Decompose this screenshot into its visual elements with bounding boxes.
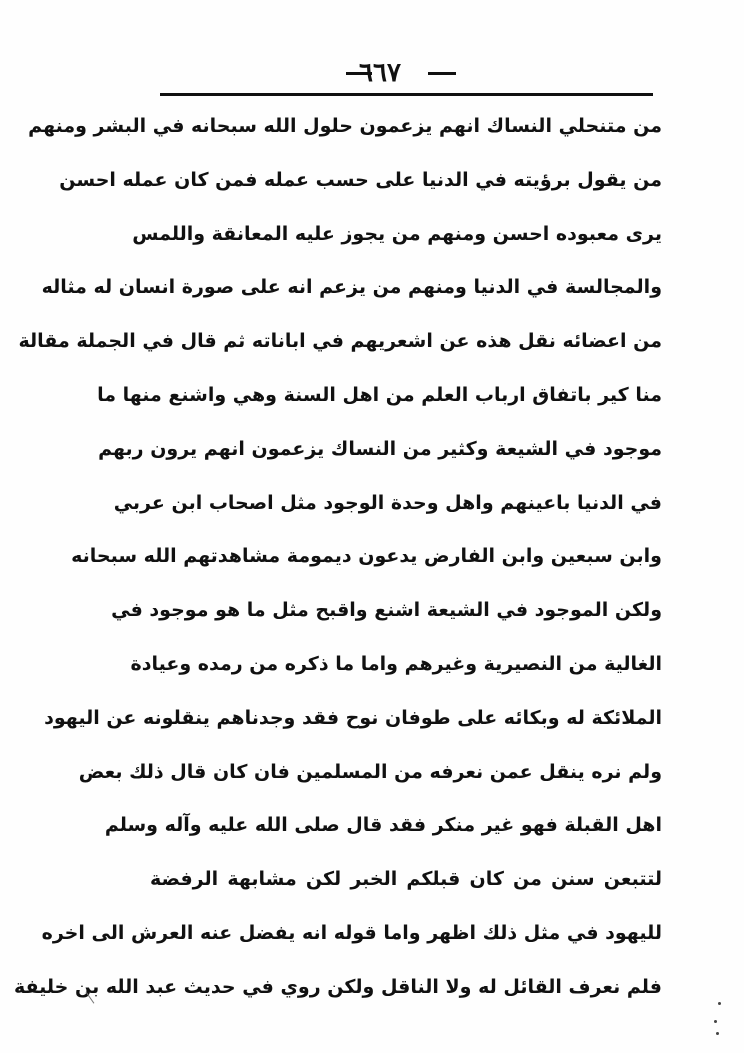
text-line: يرى معبوده احسن ومنهم من يجوز عليه المعانقة واللمس [132, 222, 662, 245]
text-line: من يقول برؤيته في الدنيا على حسب عمله فمن كان عمله احسن [59, 168, 662, 191]
text-line: من متنحلي النساك انهم يزعمون حلول الله سبحانه في البشر ومنهم [28, 115, 662, 137]
text-line: لتتبعن سنن من كان قبلكم الخبر لكن مشابهة الرفضة [150, 868, 662, 891]
text-line: موجود في الشيعة وكثير من النساك يزعمون انهم يرون ربهم [98, 437, 662, 460]
page-number: ٦٦٧ [359, 58, 401, 88]
text-line: ولكن الموجود في الشيعة اشنع واقبح مثل ما هو موجود في [111, 599, 662, 622]
text-line: الغالية من النصيرية وغيرهم واما ما ذكره من رمده وعيادة [130, 652, 662, 675]
text-line: من اعضائه نقل هذه عن اشعريهم في اباناته ثم قال في الجملة مقالة [18, 330, 662, 353]
body-text [13, 100, 662, 1015]
text-line: ولم نره ينقل عمن نعرفه من المسلمين فان كان قال ذلك بعض [78, 760, 662, 783]
text-line: لليهود في مثل ذلك اظهر واما قوله انه يفضل عنه العرش الى اخره [41, 921, 662, 944]
header-rule [160, 93, 653, 96]
scan-speck [716, 1032, 719, 1035]
text-line: فلم نعرف القائل له ولا الناقل ولكن روي في حديث عبد الله بن خليفة [13, 975, 662, 998]
header-dash-right [428, 72, 456, 75]
text-line: اهل القبلة فهو غير منكر فقد قال صلى الله عليه وآله وسلم [104, 814, 662, 837]
text-line: وابن سبعين وابن الفارض يدعون ديمومة مشاهدتهم الله سبحانه [71, 545, 662, 568]
text-line: في الدنيا باعينهم واهل وحدة الوجود مثل اصحاب ابن عربي [113, 491, 662, 514]
page-header [0, 56, 744, 90]
text-line: الملائكة له وبكائه على طوفان نوح فقد وجدناهم ينقلونه عن اليهود [44, 706, 662, 729]
text-line: والمجالسة في الدنيا ومنهم من يزعم انه على صورة انسان له مثاله [41, 276, 662, 299]
scan-speck [718, 1002, 721, 1005]
scan-speck [714, 1020, 717, 1023]
text-line: منا كير باتفاق ارباب العلم من اهل السنة وهي واشنع منها ما [97, 383, 662, 406]
